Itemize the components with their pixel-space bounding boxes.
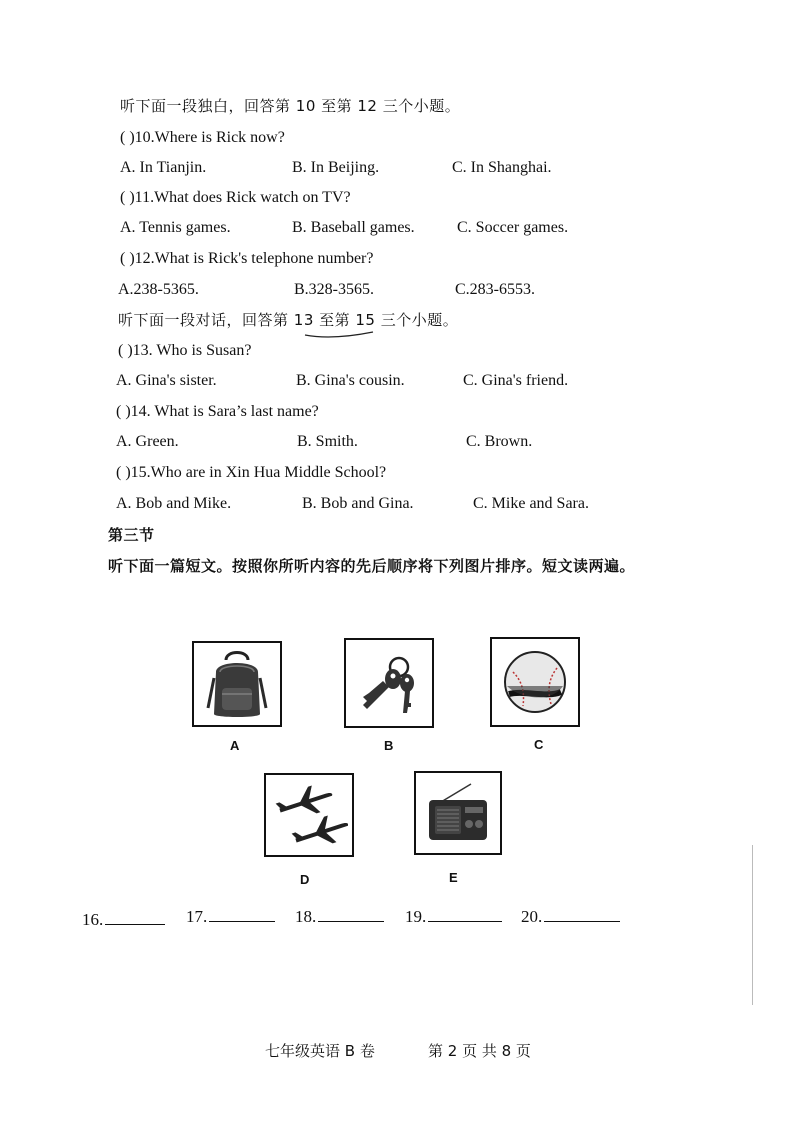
question-number: ( )11.: [120, 189, 155, 206]
section-heading: 第三节: [108, 526, 155, 544]
backpack-icon: [202, 648, 272, 720]
instruction-monologue: 听下面一段独白，回答第 10 至第 12 三个小题。: [120, 97, 461, 115]
question-number: ( )13.: [118, 342, 153, 359]
option-12-b: B.328-3565.: [294, 281, 374, 298]
answer-blank-18[interactable]: 18.: [295, 907, 384, 927]
question-text: What is Sara’s last name?: [154, 403, 319, 420]
picture-c: [490, 637, 580, 727]
answer-blank-16[interactable]: 16.: [82, 910, 165, 930]
option-11-a: A. Tennis games.: [120, 219, 231, 236]
instruction-picture-order: 听下面一篇短文。按照你所听内容的先后顺序将下列图片排序。短文读两遍。: [108, 557, 636, 575]
option-10-a: A. In Tianjin.: [120, 159, 207, 176]
baseball-icon: [499, 646, 571, 718]
picture-label: A: [230, 738, 240, 753]
picture-label: B: [384, 738, 394, 753]
question-text: What does Rick watch on TV?: [154, 189, 351, 206]
airplanes-icon: [270, 780, 348, 850]
scan-edge-line: [752, 845, 753, 1005]
option-13-a: A. Gina's sister.: [116, 372, 217, 389]
answer-blank-17[interactable]: 17.: [186, 907, 275, 927]
option-12-a: A.238-5365.: [118, 281, 199, 298]
instruction-dialogue: 听下面一段对话，回答第 13 至第 15 三个小题。: [118, 311, 459, 329]
option-15-a: A. Bob and Mike.: [116, 495, 232, 512]
picture-label: D: [300, 872, 310, 887]
question-text: Where is Rick now?: [154, 129, 285, 146]
answer-blank-19[interactable]: 19.: [405, 907, 502, 927]
picture-e: [414, 771, 502, 855]
option-13-c: C. Gina's friend.: [463, 372, 569, 389]
option-13-b: B. Gina's cousin.: [296, 372, 405, 389]
option-10-c: C. In Shanghai.: [452, 159, 552, 176]
question-number: ( )12.: [120, 250, 155, 267]
question-text: What is Rick's telephone number?: [154, 250, 374, 267]
picture-d: [264, 773, 354, 857]
footer-page-number: 第 2 页 共 8 页: [428, 1042, 531, 1060]
radio-icon: [423, 780, 493, 846]
picture-b: [344, 638, 434, 728]
option-11-b: B. Baseball games.: [292, 219, 415, 236]
option-15-c: C. Mike and Sara.: [473, 495, 589, 512]
question-10: [120, 128, 285, 148]
picture-a: [192, 641, 282, 727]
option-12-c: C.283-6553.: [455, 281, 535, 298]
option-15-b: B. Bob and Gina.: [302, 495, 414, 512]
question-number: ( )15.: [116, 464, 151, 481]
option-11-c: C. Soccer games.: [457, 219, 569, 236]
keys-icon: [353, 647, 425, 719]
question-text: Who are in Xin Hua Middle School?: [150, 464, 387, 481]
question-11: [120, 188, 351, 208]
question-13: [118, 341, 251, 361]
question-15: [116, 463, 386, 483]
picture-label: C: [534, 737, 544, 752]
question-number: ( )14.: [116, 403, 151, 420]
option-14-c: C. Brown.: [466, 433, 533, 450]
handwritten-underline-mark: [303, 329, 375, 339]
picture-label: E: [449, 870, 458, 885]
question-14: [116, 402, 319, 422]
footer-title: 七年级英语 B 卷: [265, 1042, 375, 1060]
answer-blank-20[interactable]: 20.: [521, 907, 620, 927]
option-14-a: A. Green.: [116, 433, 179, 450]
question-number: ( )10.: [120, 129, 155, 146]
option-14-b: B. Smith.: [297, 433, 358, 450]
question-12: [120, 249, 373, 269]
question-text: Who is Susan?: [156, 342, 252, 359]
option-10-b: B. In Beijing.: [292, 159, 380, 176]
